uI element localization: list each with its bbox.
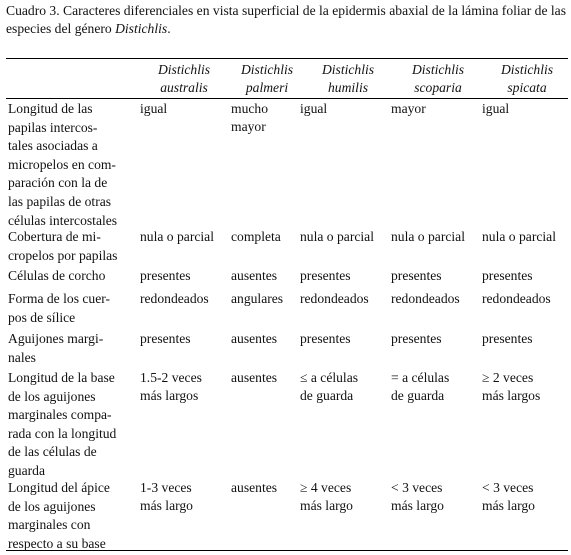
cell-line: de guarda — [300, 388, 354, 403]
cell-line: ausentes — [231, 268, 278, 283]
cell-line: redondeados — [140, 291, 209, 306]
column-header — [227, 61, 307, 97]
column-header-genus: Distichlis — [240, 62, 294, 77]
caption-text: Cuadro 3. Caracteres diferenciales en vista superficial de la epidermis abaxial de la lámina foliar de las especies del género — [6, 3, 566, 36]
table-cell — [300, 290, 400, 308]
cell-line: ≤ a células — [300, 370, 359, 385]
column-header-species: spicata — [507, 80, 547, 95]
table-cell — [231, 100, 307, 136]
cell-line: mucho — [231, 101, 268, 116]
column-header-species: scoparia — [414, 80, 462, 95]
row-label — [8, 479, 138, 553]
table-cell — [140, 267, 232, 285]
row-label-line: cropelos por papilas — [8, 247, 118, 263]
cell-line: más largo — [300, 498, 353, 513]
row-label-line: rada con la longitud — [8, 425, 117, 441]
cell-line: ausentes — [231, 480, 278, 495]
table-cell — [482, 267, 571, 285]
row-label-line: marginales compa- — [8, 407, 112, 423]
table-cell — [231, 479, 307, 497]
row-label-line: pos de sílice — [8, 309, 76, 325]
cell-line: presentes — [391, 268, 442, 283]
cell-line: igual — [482, 101, 510, 116]
row-label — [8, 369, 138, 481]
cell-line: redondeados — [482, 291, 551, 306]
row-label-line: células intercostales — [8, 212, 118, 228]
column-header — [136, 61, 232, 97]
column-header-genus: Distichlis — [500, 62, 554, 77]
cell-line: redondeados — [391, 291, 460, 306]
cell-line: presentes — [482, 331, 533, 346]
cell-line: 1.5-2 veces — [140, 370, 202, 385]
cell-line: nula o parcial — [300, 229, 374, 244]
row-label-line: Longitud del ápice — [8, 480, 110, 495]
cell-line: < 3 veces — [482, 480, 534, 495]
column-header — [387, 61, 489, 97]
table-cell — [140, 228, 232, 246]
row-label-line: micropelos en com- — [8, 156, 116, 172]
table-caption — [6, 2, 566, 38]
cell-line: más largos — [140, 388, 199, 403]
column-header-genus: Distichlis — [321, 62, 375, 77]
table-cell — [300, 330, 400, 348]
column-header-species: humilis — [327, 80, 369, 95]
table-cell — [231, 330, 307, 348]
cell-line: ≥ 4 veces — [300, 480, 352, 495]
table-cell — [231, 290, 307, 308]
table-cell — [300, 100, 400, 118]
table-cell — [140, 330, 232, 348]
table-cell — [482, 330, 571, 348]
table-cell — [140, 369, 232, 405]
cell-line: más largo — [391, 498, 444, 513]
row-label — [8, 330, 138, 367]
column-header-species: palmeri — [245, 80, 289, 95]
row-label-line: de las células de — [8, 444, 97, 460]
row-label-line: papilas intercos- — [8, 119, 98, 135]
table-cell — [482, 100, 571, 118]
column-header-species: australis — [160, 80, 208, 95]
cell-line: ausentes — [231, 331, 278, 346]
column-header-genus: Distichlis — [157, 62, 211, 77]
cell-line: mayor — [231, 119, 266, 134]
table-cell — [482, 479, 571, 515]
cell-line: de guarda — [391, 388, 445, 403]
table-cell — [300, 479, 400, 515]
cell-line: completa — [231, 229, 281, 244]
row-label-line: de los aguijones — [8, 498, 96, 514]
table-cell — [140, 100, 232, 118]
column-header-genus: Distichlis — [411, 62, 465, 77]
cell-line: redondeados — [300, 291, 369, 306]
table-cell — [300, 228, 400, 246]
row-label-line: de los aguijones — [8, 388, 96, 404]
table-cell — [482, 369, 571, 405]
table-top-rule — [6, 58, 568, 59]
table-cell — [482, 290, 571, 308]
cell-line: < 3 veces — [391, 480, 443, 495]
table-cell — [391, 479, 489, 515]
row-label-line: Longitud de la base — [8, 370, 115, 385]
row-label-line: las papilas de otras — [8, 193, 112, 209]
row-label-line: nales — [8, 349, 36, 365]
row-label-line: Aguijones margi- — [8, 331, 104, 346]
table-header-rule — [6, 98, 568, 99]
table-cell — [391, 330, 489, 348]
row-label — [8, 228, 138, 265]
cell-line: nula o parcial — [140, 229, 214, 244]
cell-line: presentes — [391, 331, 442, 346]
table-cell — [391, 228, 489, 246]
table-cell — [140, 479, 232, 515]
table-cell — [391, 369, 489, 405]
cell-line: = a células — [391, 370, 450, 385]
cell-line: presentes — [482, 268, 533, 283]
row-label — [8, 267, 138, 286]
table-cell — [231, 369, 307, 387]
caption-end: . — [167, 21, 171, 36]
row-label-line: marginales con — [8, 517, 91, 533]
row-label-line: Forma de los cuer- — [8, 291, 111, 306]
table-cell — [231, 267, 307, 285]
row-label — [8, 290, 138, 327]
table-cell — [391, 100, 489, 118]
table-cell — [231, 228, 307, 246]
cell-line: mayor — [391, 101, 426, 116]
table-cell — [300, 369, 400, 405]
cell-line: nula o parcial — [391, 229, 465, 244]
row-label — [8, 100, 138, 230]
cell-line: presentes — [140, 331, 191, 346]
cell-line: ausentes — [231, 370, 278, 385]
row-label-line: respecto a su base — [8, 535, 106, 551]
column-header — [478, 61, 571, 97]
table-cell — [300, 267, 400, 285]
cell-line: igual — [140, 101, 168, 116]
cell-line: presentes — [300, 331, 351, 346]
caption-genus: Distichlis — [115, 21, 168, 36]
table-cell — [140, 290, 232, 308]
table-cell — [391, 267, 489, 285]
row-label-line: Cobertura de mi- — [8, 229, 101, 244]
table-cell — [391, 290, 489, 308]
cell-line: igual — [300, 101, 328, 116]
table-cell — [482, 228, 571, 246]
cell-line: más largos — [482, 388, 541, 403]
row-label-line: tales asociadas a — [8, 138, 98, 154]
cell-line: más largo — [482, 498, 535, 513]
column-header — [296, 61, 400, 97]
cell-line: nula o parcial — [482, 229, 556, 244]
cell-line: presentes — [300, 268, 351, 283]
cell-line: más largo — [140, 498, 193, 513]
cell-line: angulares — [231, 291, 284, 306]
row-label-line: guarda — [8, 462, 45, 478]
cell-line: ≥ 2 veces — [482, 370, 534, 385]
cell-line: 1-3 veces — [140, 480, 192, 495]
cell-line: presentes — [140, 268, 191, 283]
row-label-line: Células de corcho — [8, 268, 106, 283]
row-label-line: Longitud de las — [8, 101, 93, 116]
row-label-line: paración con la de — [8, 175, 108, 191]
